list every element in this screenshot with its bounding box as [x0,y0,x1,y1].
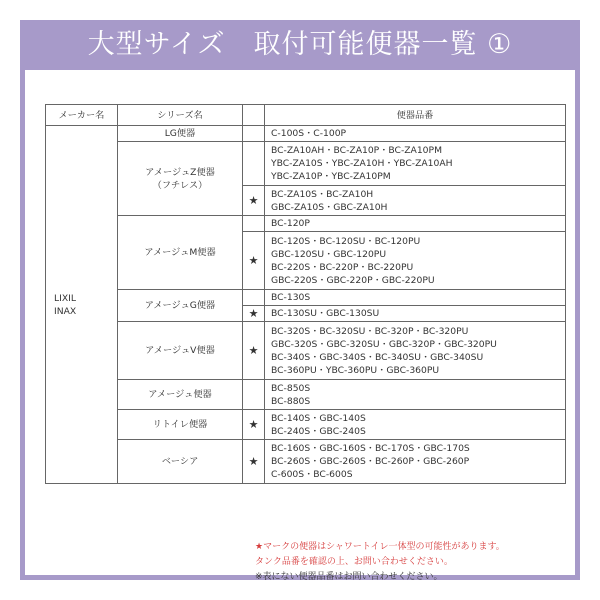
note-inquiry: ※表にない便器品番はお問い合わせください。 [255,572,443,582]
model-line: YBC-ZA10P・YBC-ZA10PM [271,171,391,182]
star-cell [243,142,265,186]
model-cell [265,216,566,232]
maker-cell [46,126,118,484]
page-title: 大型サイズ 取付可能便器一覧 ① [87,29,513,60]
model-line: BC-ZA10S・BC-ZA10H [271,188,374,200]
model-line: BC-130S [271,292,311,303]
table-row [46,380,566,410]
table-row [46,322,566,380]
model-line: BC-850S [271,382,311,394]
model-line: BC-130SU・GBC-130SU [271,308,380,319]
model-line: BC-360PU・YBC-360PU・GBC-360PU [271,364,440,376]
star-cell [243,290,265,306]
model-cell [265,306,566,322]
table-row [46,126,566,142]
table-row [46,216,566,232]
star-marker: ★ [243,186,265,216]
model-line: BC-160S・GBC-160S・BC-170S・GBC-170S [271,443,470,454]
star-marker: ★ [243,306,265,322]
table-row [46,440,566,484]
model-line: BC-120P [271,218,310,229]
series-cell: アメージュM便器 [118,216,243,290]
header-star [243,105,265,126]
series-cell: ベーシア [118,440,243,484]
series-line: アメージュZ便器 [145,166,215,178]
header-maker: メーカー名 [46,105,118,126]
content-panel [25,70,575,582]
star-marker: ★ [243,440,265,484]
model-line: BC-140S・GBC-140S [271,412,366,424]
model-line: C-600S・BC-600S [271,469,353,480]
model-cell [265,186,566,216]
maker-line1: LIXIL [54,292,76,304]
table-row [46,290,566,306]
model-line: GBC-ZA10S・GBC-ZA10H [271,201,388,213]
model-cell [265,290,566,306]
note-tank: タンク品番を確認の上、お問い合わせください。 [255,557,453,567]
model-cell [265,322,566,380]
header-series: シリーズ名 [118,105,243,126]
star-marker: ★ [243,322,265,380]
model-line: BC-320S・BC-320SU・BC-320P・BC-320PU [271,325,469,337]
series-line: （フチレス） [152,179,208,191]
model-cell [265,410,566,440]
model-line: BC-340S・GBC-340S・BC-340SU・GBC-340SU [271,351,484,363]
star-marker: ★ [243,410,265,440]
model-cell [265,440,566,484]
series-cell: アメージュV便器 [118,322,243,380]
table-row [46,142,566,186]
model-line: BC-260S・GBC-260S・BC-260P・GBC-260P [271,456,470,467]
series-cell: LG便器 [118,126,243,142]
footnotes [255,540,505,585]
model-cell [265,126,566,142]
model-line: C-100S・C-100P [271,128,347,139]
model-line: GBC-220S・GBC-220P・GBC-220PU [271,274,435,286]
star-cell [243,126,265,142]
model-line: BC-120S・BC-120SU・BC-120PU [271,235,421,247]
header-model: 便器品番 [265,105,566,126]
series-cell: リトイレ便器 [118,410,243,440]
model-cell [265,142,566,186]
star-cell [243,216,265,232]
model-line: BC-880S [271,395,311,407]
table-header-row [46,105,566,126]
note-star: ★マークの便器はシャワートイレ一体型の可能性があります。 [255,542,505,552]
model-line: GBC-120SU・GBC-120PU [271,248,387,260]
model-line: BC-ZA10AH・BC-ZA10P・BC-ZA10PM [271,145,442,156]
model-line: BC-240S・GBC-240S [271,425,366,437]
toilet-compatibility-table [45,104,566,484]
maker-line2: INAX [54,305,77,317]
model-cell [265,232,566,290]
star-marker: ★ [243,232,265,290]
model-line: BC-220S・BC-220P・BC-220PU [271,261,414,273]
series-cell [118,142,243,216]
series-cell: アメージュG便器 [118,290,243,322]
model-line: GBC-320S・GBC-320SU・GBC-320P・GBC-320PU [271,338,497,350]
table-row [46,410,566,440]
model-cell [265,380,566,410]
model-line: YBC-ZA10S・YBC-ZA10H・YBC-ZA10AH [271,158,453,169]
series-cell: アメージュ便器 [118,380,243,410]
title-frame [20,20,580,580]
star-cell [243,380,265,410]
